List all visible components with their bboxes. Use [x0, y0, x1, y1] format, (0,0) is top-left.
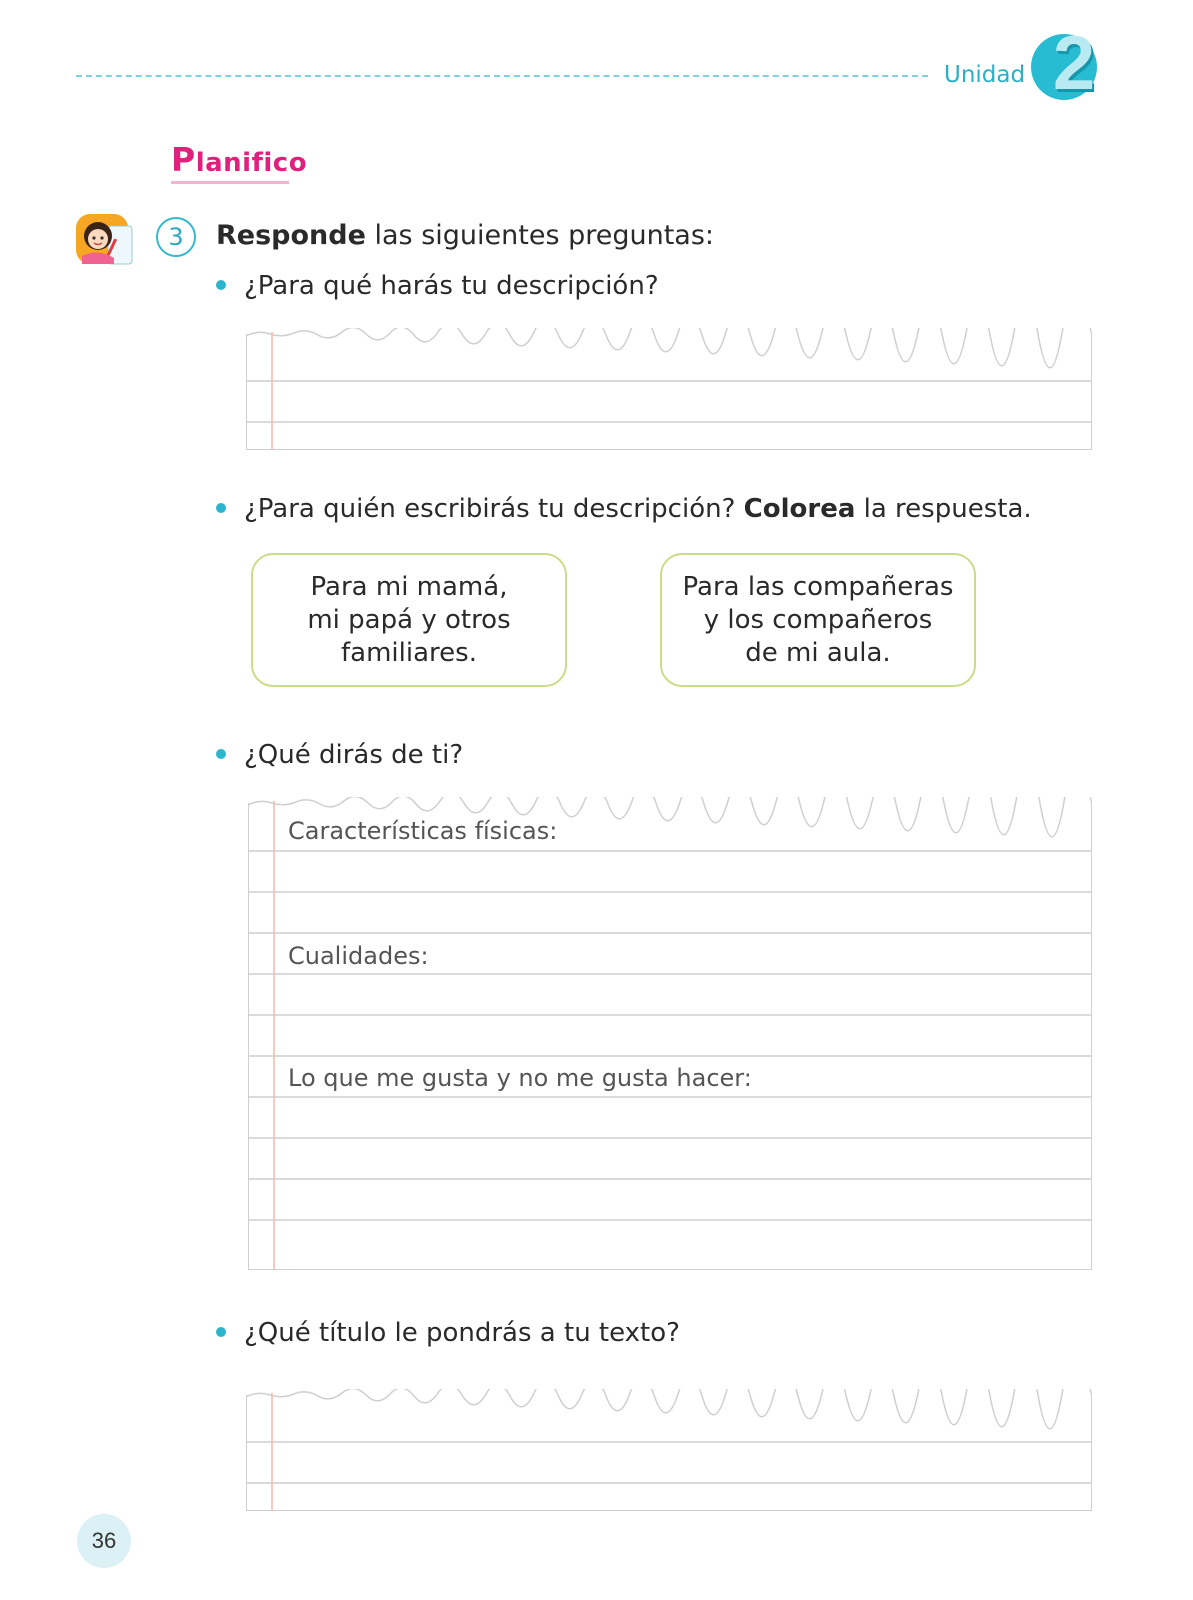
student-writing-icon [74, 212, 134, 268]
choice-classmates[interactable] [660, 553, 976, 687]
instruction-verb: Responde [216, 220, 366, 251]
choice-family-line: mi papá y otros [307, 604, 511, 635]
choice-family[interactable] [251, 553, 567, 687]
question-audience [216, 494, 1032, 524]
question-about-me [216, 740, 463, 770]
header-dashed-line [76, 75, 928, 77]
label-qualities: Cualidades: [288, 942, 429, 970]
question-about-me-text: ¿Qué dirás de ti? [244, 740, 464, 770]
answer-lines-title[interactable] [246, 1389, 1092, 1511]
choice-family-line: familiares. [341, 637, 477, 668]
choice-family-line: Para mi mamá, [310, 571, 508, 602]
question-title [216, 1318, 680, 1348]
choice-classmates-line: y los compañeros [703, 604, 933, 635]
question-title-text: ¿Qué título le pondrás a tu texto? [244, 1318, 680, 1348]
question-audience-text: ¿Para quién escribirás tu descripción? [244, 494, 744, 524]
label-physical-traits: Características físicas: [288, 817, 558, 845]
section-title-rest: lanifico [195, 148, 308, 178]
section-title-initial: P [171, 140, 196, 179]
label-likes-dislikes: Lo que me gusta y no me gusta hacer: [288, 1064, 752, 1092]
answer-lines-about-me[interactable] [248, 797, 1092, 1270]
question-purpose [216, 271, 659, 301]
choice-classmates-line: de mi aula. [745, 637, 891, 668]
unit-number: 2 [1052, 21, 1096, 106]
instruction-text: las siguientes preguntas: [365, 220, 715, 251]
question-audience-tail: la respuesta. [855, 494, 1032, 524]
question-purpose-text: ¿Para qué harás tu descripción? [244, 271, 659, 301]
page-number: 36 [77, 1514, 131, 1568]
section-title-underline [171, 181, 289, 184]
section-title [171, 140, 307, 179]
activity-instruction [216, 220, 714, 251]
unit-label: Unidad [944, 62, 1026, 88]
activity-number: 3 [156, 217, 196, 257]
bullet-icon [216, 503, 226, 513]
bullet-icon [216, 280, 226, 290]
question-audience-verb: Colorea [743, 494, 856, 524]
bullet-icon [216, 749, 226, 759]
choice-classmates-line: Para las compañeras [682, 571, 954, 602]
answer-lines-purpose[interactable] [246, 328, 1092, 450]
bullet-icon [216, 1327, 226, 1337]
